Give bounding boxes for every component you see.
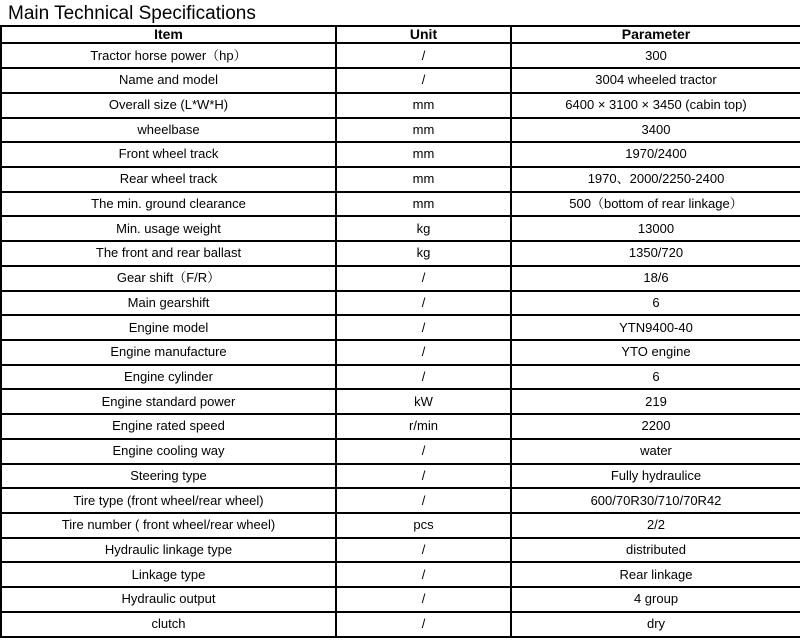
parameter-cell: 1350/720 (511, 241, 800, 266)
header-row (1, 26, 800, 43)
table-row (1, 266, 800, 291)
unit-cell: kg (336, 241, 511, 266)
table-row (1, 68, 800, 93)
parameter-cell: 13000 (511, 216, 800, 241)
parameter-cell: 18/6 (511, 266, 800, 291)
parameter-cell: 300 (511, 43, 800, 68)
table-row (1, 439, 800, 464)
item-cell: Engine cylinder (1, 365, 336, 390)
parameter-cell: 6 (511, 365, 800, 390)
item-cell: Min. usage weight (1, 216, 336, 241)
table-row (1, 118, 800, 143)
unit-cell: / (336, 587, 511, 612)
table-row (1, 587, 800, 612)
parameter-cell: 3400 (511, 118, 800, 143)
unit-cell: / (336, 291, 511, 316)
table-row (1, 538, 800, 563)
unit-cell: / (336, 340, 511, 365)
item-cell: Steering type (1, 464, 336, 489)
item-cell: Linkage type (1, 562, 336, 587)
table-row (1, 562, 800, 587)
unit-cell: / (336, 538, 511, 563)
unit-cell: kg (336, 216, 511, 241)
table-row (1, 241, 800, 266)
table-row (1, 365, 800, 390)
parameter-cell: Fully hydraulice (511, 464, 800, 489)
item-cell: Rear wheel track (1, 167, 336, 192)
table-row (1, 414, 800, 439)
item-cell: Main gearshift (1, 291, 336, 316)
item-cell: The front and rear ballast (1, 241, 336, 266)
table-row (1, 291, 800, 316)
item-cell: Overall size (L*W*H) (1, 93, 336, 118)
parameter-cell: 2/2 (511, 513, 800, 538)
table-row (1, 340, 800, 365)
item-cell: Hydraulic linkage type (1, 538, 336, 563)
table-row (1, 513, 800, 538)
unit-cell: mm (336, 93, 511, 118)
parameter-cell: distributed (511, 538, 800, 563)
table-row (1, 192, 800, 217)
item-cell: Engine model (1, 315, 336, 340)
spec-table-body (1, 43, 800, 637)
parameter-cell: 3004 wheeled tractor (511, 68, 800, 93)
unit-cell: pcs (336, 513, 511, 538)
unit-cell: / (336, 464, 511, 489)
table-row (1, 43, 800, 68)
item-cell: Engine rated speed (1, 414, 336, 439)
parameter-cell: Rear linkage (511, 562, 800, 587)
parameter-cell: 6400 × 3100 × 3450 (cabin top) (511, 93, 800, 118)
item-cell: Tire number ( front wheel/rear wheel) (1, 513, 336, 538)
unit-cell: / (336, 315, 511, 340)
header-unit: Unit (336, 26, 511, 43)
table-row (1, 216, 800, 241)
parameter-cell: 600/70R30/710/70R42 (511, 488, 800, 513)
table-row (1, 488, 800, 513)
item-cell: Hydraulic output (1, 587, 336, 612)
item-cell: Tractor horse power（hp） (1, 43, 336, 68)
item-cell: wheelbase (1, 118, 336, 143)
parameter-cell: YTN9400-40 (511, 315, 800, 340)
unit-cell: / (336, 68, 511, 93)
table-row (1, 93, 800, 118)
unit-cell: / (336, 43, 511, 68)
header-item: Item (1, 26, 336, 43)
unit-cell: r/min (336, 414, 511, 439)
parameter-cell: 6 (511, 291, 800, 316)
header-parameter: Parameter (511, 26, 800, 43)
table-row (1, 142, 800, 167)
parameter-cell: 500（bottom of rear linkage） (511, 192, 800, 217)
item-cell: Front wheel track (1, 142, 336, 167)
unit-cell: / (336, 562, 511, 587)
parameter-cell: water (511, 439, 800, 464)
unit-cell: mm (336, 118, 511, 143)
unit-cell: / (336, 439, 511, 464)
parameter-cell: 2200 (511, 414, 800, 439)
unit-cell: mm (336, 167, 511, 192)
unit-cell: mm (336, 142, 511, 167)
table-row (1, 612, 800, 637)
unit-cell: / (336, 612, 511, 637)
item-cell: The min. ground clearance (1, 192, 336, 217)
parameter-cell: 4 group (511, 587, 800, 612)
parameter-cell: dry (511, 612, 800, 637)
unit-cell: / (336, 488, 511, 513)
item-cell: Gear shift（F/R） (1, 266, 336, 291)
item-cell: Engine manufacture (1, 340, 336, 365)
page-title: Main Technical Specifications (8, 3, 256, 24)
item-cell: clutch (1, 612, 336, 637)
table-row (1, 167, 800, 192)
table-row (1, 389, 800, 414)
item-cell: Engine standard power (1, 389, 336, 414)
unit-cell: / (336, 365, 511, 390)
table-row (1, 464, 800, 489)
spec-table (0, 25, 800, 638)
unit-cell: / (336, 266, 511, 291)
item-cell: Engine cooling way (1, 439, 336, 464)
table-row (1, 315, 800, 340)
item-cell: Tire type (front wheel/rear wheel) (1, 488, 336, 513)
unit-cell: kW (336, 389, 511, 414)
unit-cell: mm (336, 192, 511, 217)
item-cell: Name and model (1, 68, 336, 93)
parameter-cell: 1970、2000/2250-2400 (511, 167, 800, 192)
parameter-cell: 1970/2400 (511, 142, 800, 167)
parameter-cell: YTO engine (511, 340, 800, 365)
parameter-cell: 219 (511, 389, 800, 414)
